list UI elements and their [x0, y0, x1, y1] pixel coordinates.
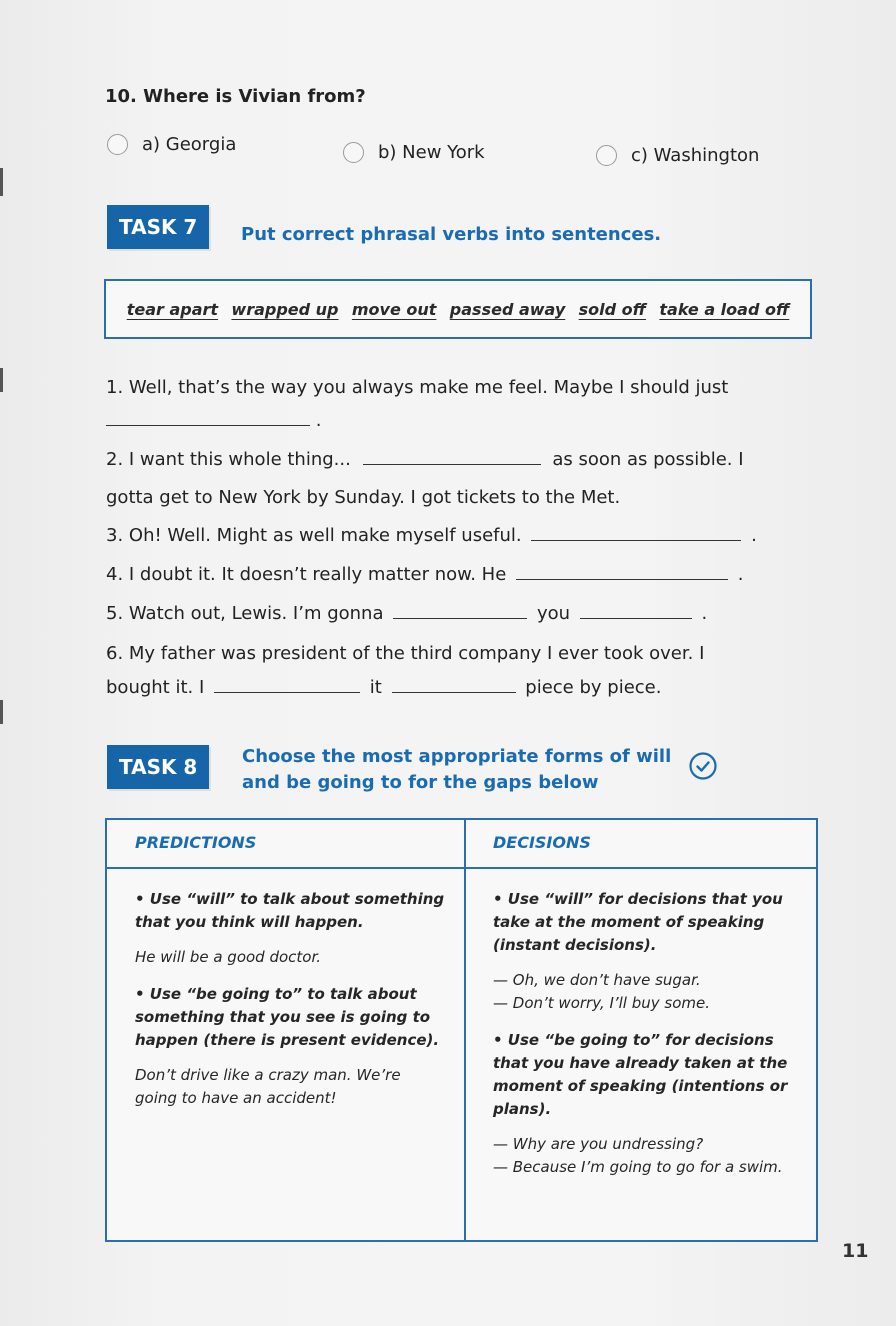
answer-gap[interactable] [214, 678, 360, 693]
radio-circle-icon[interactable] [343, 142, 364, 163]
word-bank-item: wrapped up [231, 299, 339, 319]
decisions-example-2-line-1: — Why are you undressing? [493, 1135, 704, 1153]
decisions-example-1-line-2: — Don’t worry, I’ll buy some. [493, 994, 711, 1012]
sentence-6-text-d: piece by piece. [525, 677, 662, 698]
radio-circle-icon[interactable] [107, 134, 128, 155]
word-bank-item: tear apart [126, 299, 219, 319]
binding-edge-mark [0, 168, 3, 196]
predictions-example-1: He will be a good doctor. [135, 948, 322, 966]
sentence-2-text-c: gotta get to New York by Sunday. I got tickets to the Met. [106, 487, 621, 508]
binding-edge-mark [0, 368, 3, 392]
sentence-5-text: 5. Watch out, Lewis. I’m gonna [106, 603, 384, 624]
sentence-3-end: . [751, 525, 757, 546]
radio-circle-icon[interactable] [596, 145, 617, 166]
sentence-4 [106, 564, 743, 585]
sentence-4-text: 4. I doubt it. It doesn’t really matter now. He [106, 564, 507, 585]
word-bank-item: take a load off [659, 299, 790, 319]
decisions-cell [493, 888, 803, 1193]
predictions-rule-1: • Use “will” to talk about something that you think will happen. [135, 890, 445, 931]
sentence-6-text-a: 6. My father was president of the third company I ever took over. I [106, 643, 705, 664]
table-header-predictions: PREDICTIONS [135, 833, 257, 852]
sentence-1-text: 1. Well, that’s the way you always make me feel. Maybe I should just [106, 377, 729, 398]
decisions-rule-2: • Use “be going to” for decisions that you have already taken at the moment of speaking (intentions or plans). [493, 1031, 788, 1118]
sentence-4-end: . [737, 564, 744, 585]
answer-gap[interactable] [392, 678, 516, 693]
sentence-1-line-2 [106, 410, 321, 431]
table-header-divider [107, 867, 816, 869]
decisions-example-2 [493, 1133, 803, 1179]
grammar-table [105, 818, 818, 1242]
word-bank-item: move out [351, 299, 437, 319]
task-7-title: Put correct phrasal verbs into sentences. [241, 224, 662, 245]
table-column-divider [464, 820, 466, 1240]
sentence-2-text-b: as soon as possible. I [552, 449, 744, 470]
table-header-decisions: DECISIONS [493, 833, 591, 852]
option-c-label: c) Washington [631, 145, 760, 166]
page-number: 11 [842, 1240, 869, 1262]
word-bank [104, 279, 812, 339]
task-8-title-line-1: Choose the most appropriate forms of will [242, 746, 672, 767]
sentence-3-text: 3. Oh! Well. Might as well make myself useful. [106, 525, 522, 546]
sentence-2-line-1 [106, 449, 744, 470]
option-b[interactable] [343, 142, 485, 163]
predictions-example-2: Don’t drive like a crazy man. We’re going to have an accident! [135, 1066, 401, 1107]
decisions-example-2-line-2: — Because I’m going to go for a swim. [493, 1158, 783, 1176]
answer-gap[interactable] [393, 604, 527, 619]
sentence-6-line-2 [106, 677, 661, 698]
task-8-title [242, 744, 671, 796]
sentence-5-end: . [701, 603, 708, 624]
answer-gap[interactable] [580, 604, 692, 619]
word-bank-item: sold off [578, 299, 646, 319]
answer-gap[interactable] [363, 450, 541, 465]
decisions-example-1-line-1: — Oh, we don’t have sugar. [493, 971, 701, 989]
sentence-3 [106, 525, 757, 546]
predictions-cell [135, 888, 445, 1124]
sentence-1-end: . [315, 410, 322, 431]
sentence-2-text-a: 2. I want this whole thing... [106, 449, 351, 470]
option-a-label: a) Georgia [142, 134, 237, 155]
answer-gap[interactable] [516, 565, 728, 580]
sentence-6-line-1 [106, 643, 704, 664]
task-8-title-line-2: and be going to for the gaps below [242, 772, 599, 793]
task-8-badge: TASK 8 [107, 745, 209, 789]
decisions-example-1 [493, 969, 803, 1015]
word-bank-item: passed away [449, 299, 566, 319]
answer-gap[interactable] [106, 411, 310, 426]
binding-edge-mark [0, 700, 3, 724]
predictions-rule-2: • Use “be going to” to talk about something that you see is going to happen (there is present evidence). [135, 985, 440, 1049]
answer-gap[interactable] [531, 526, 741, 541]
question-10-text: 10. Where is Vivian from? [105, 86, 366, 107]
check-circle-icon [688, 751, 718, 781]
decisions-rule-1: • Use “will” for decisions that you take at the moment of speaking (instant decisions). [493, 890, 783, 954]
sentence-5 [106, 603, 707, 624]
option-c[interactable] [596, 145, 759, 166]
option-a[interactable] [107, 134, 236, 155]
sentence-6-text-c: it [369, 677, 382, 698]
sentence-5-text-b: you [536, 603, 571, 624]
sentence-1-line-1 [106, 377, 728, 398]
option-b-label: b) New York [378, 142, 485, 163]
sentence-2-line-2 [106, 487, 620, 508]
task-7-badge: TASK 7 [107, 205, 209, 249]
sentence-6-text-b: bought it. I [106, 677, 205, 698]
